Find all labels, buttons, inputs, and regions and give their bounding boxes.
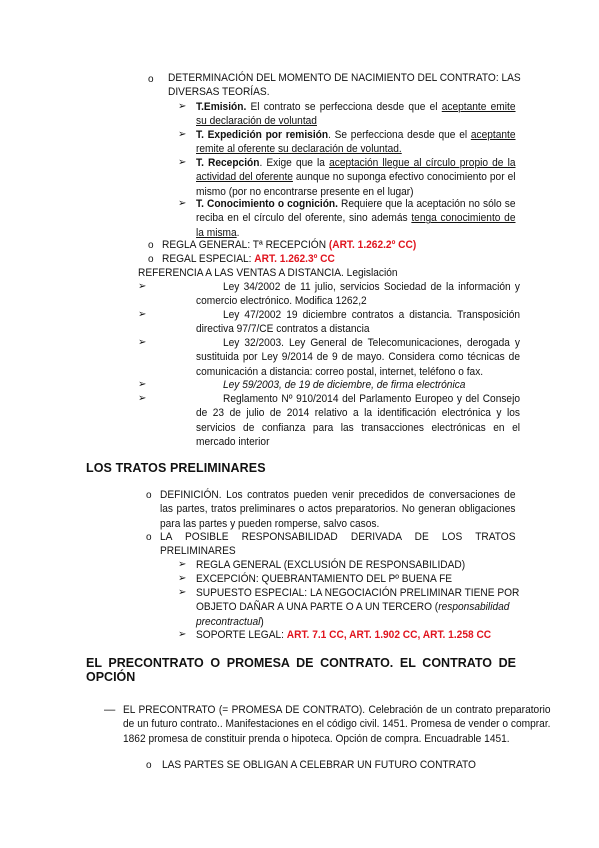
ley-32-2003: Ley 32/2003. Ley General de Telecomunicaciones, derogada y sustituida por Ley 9/2014 de 9 de mayo. Considera como técnicas de comunicación a distancia: correo postal, internet, teléfono o fax. [196,337,520,378]
posible-responsabilidad: LA POSIBLE RESPONSABILIDAD DERIVADA DE LOS TRATOS PRELIMINARES [160,531,516,558]
arrow-bullet-icon: ➢ [138,393,147,404]
arrow-bullet-icon: ➢ [178,129,187,140]
definicion-tratos: DEFINICIÓN. Los contratos pueden venir precedidos de conversaciones de las partes, tratos preliminares o actos preparatorios. No generan obligaciones para las partes y pueden romperse, salvo casos. [160,489,516,530]
regal-especial: REGAL ESPECIAL: ART. 1.262.3º CC [162,253,335,265]
arrow-bullet-icon: ➢ [138,379,147,390]
determinacion-item: DETERMINACIÓN DEL MOMENTO DE NACIMIENTO DEL CONTRATO: LAS DIVERSAS TEORÍAS. [168,72,521,99]
circle-bullet-icon: o [146,532,152,543]
circle-bullet-icon: o [148,254,154,265]
teoria-conocimiento: T. Conocimiento o cognición. Requiere que la aceptación no sólo se reciba en el círculo del oferente, sino además tenga conocimiento de la misma. [196,198,516,239]
arrow-bullet-icon: ➢ [138,309,147,320]
circle-bullet-icon: o [146,490,152,501]
ley-59-2003: Ley 59/2003, de 19 de diciembre, de firma electrónica [223,379,466,391]
arrow-bullet-icon: ➢ [178,198,187,209]
supuesto-especial: SUPUESTO ESPECIAL: LA NEGOCIACIÓN PRELIMINAR TIENE POR OBJETO DAÑAR A UNA PARTE O A UN TERCERO (responsabilidad precontractual) [196,587,520,628]
partes-obligan: LAS PARTES SE OBLIGAN A CELEBRAR UN FUTURO CONTRATO [162,759,476,771]
circle-bullet-icon: o [146,760,152,771]
circle-bullet-icon: o [148,74,154,85]
dash-bullet-icon: — [104,704,116,716]
regla-general: REGLA GENERAL: Tª RECEPCIÓN (ART. 1.262.2º CC) [162,239,417,251]
soporte-legal: SOPORTE LEGAL: ART. 7.1 CC, ART. 1.902 CC, ART. 1.258 CC [196,629,492,641]
arrow-bullet-icon: ➢ [178,157,187,168]
arrow-bullet-icon: ➢ [178,587,187,598]
arrow-bullet-icon: ➢ [138,337,147,348]
regla-exclusion: REGLA GENERAL (EXCLUSIÓN DE RESPONSABILIDAD) [196,559,466,571]
excepcion-buena-fe: EXCEPCIÓN: QUEBRANTAMIENTO DEL Pº BUENA FE [196,573,453,585]
teoria-expedicion: T. Expedición por remisión. Se perfecciona desde que el aceptante remite al oferente su declaración de voluntad. [196,129,516,156]
section-title-tratos: LOS TRATOS PRELIMINARES [86,461,266,475]
referencia-ventas: REFERENCIA A LAS VENTAS A DISTANCIA. Legislación [138,267,398,279]
teoria-emision: T.Emisión. El contrato se perfecciona desde que el aceptante emite su declaración de voluntad [196,101,516,128]
arrow-bullet-icon: ➢ [178,573,187,584]
ley-34-2002: Ley 34/2002 de 11 julio, servicios Sociedad de la información y comercio electrónico. Modifica 1262,2 [196,281,520,308]
section-title-precontrato: EL PRECONTRATO O PROMESA DE CONTRATO. EL CONTRATO DE OPCIÓN [86,656,516,684]
ley-47-2002: Ley 47/2002 19 diciembre contratos a distancia. Transposición directiva 97/7/CE contratos a distancia [196,309,520,336]
arrow-bullet-icon: ➢ [178,101,187,112]
arrow-bullet-icon: ➢ [178,629,187,640]
precontrato-definicion: EL PRECONTRATO (= PROMESA DE CONTRATO). Celebración de un contrato preparatorio de un futuro contrato.. Manifestaciones en el código civil. 1451. Promesa de vender o comprar. 1862 promesa de constituir prenda o hipoteca. Opción de compra. Encuadrable 1451. [123,704,551,745]
teoria-recepcion: T. Recepción. Exige que la aceptación llegue al círculo propio de la actividad del oferente aunque no suponga efectivo conocimiento por el mismo (por no encontrarse presente en el lugar) [196,157,516,198]
reglamento-910-2014: Reglamento Nº 910/2014 del Parlamento Europeo y del Consejo de 23 de julio de 2014 relativo a la identificación electrónica y los servicios de confianza para las transacciones electrónicas en el mercado interior [196,393,520,449]
circle-bullet-icon: o [148,240,154,251]
arrow-bullet-icon: ➢ [178,559,187,570]
arrow-bullet-icon: ➢ [138,281,147,292]
